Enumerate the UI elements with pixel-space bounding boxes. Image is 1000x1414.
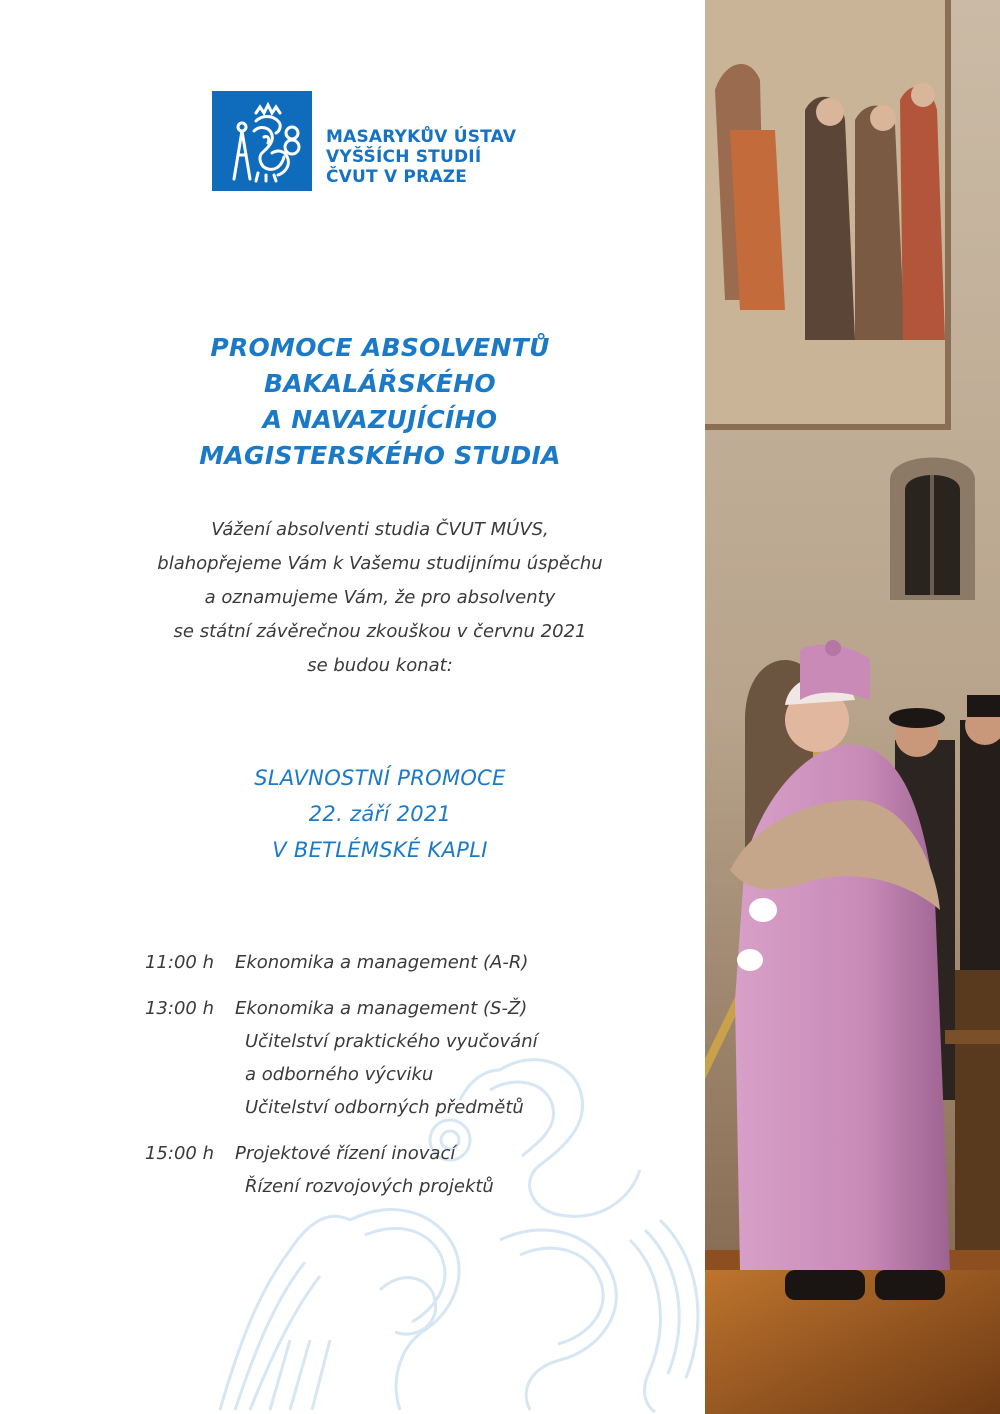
institute-name-line: MASARYKŮV ÚSTAV (326, 127, 517, 147)
institute-logo (212, 91, 516, 191)
intro-text (80, 513, 680, 683)
slot-time: 11:00 h (144, 952, 214, 973)
schedule-slot (130, 992, 610, 1124)
schedule-slot (130, 1137, 610, 1203)
ceremony-schedule (130, 946, 610, 1203)
intro-line: a oznamujeme Vám, že pro absolventy (204, 587, 556, 608)
slot-time: 15:00 h (144, 1143, 214, 1164)
intro-line: Vážení absolventi studia ČVUT MÚVS, (211, 519, 549, 540)
title-line: MAGISTERSKÉHO STUDIA (199, 441, 561, 470)
event-details (110, 760, 650, 868)
slot-time: 13:00 h (144, 998, 214, 1019)
intro-line: se budou konat: (307, 655, 453, 676)
invitation-title (110, 330, 650, 474)
schedule-slot (130, 946, 610, 979)
intro-line: se státní závěrečnou zkouškou v červnu 2021 (173, 621, 587, 642)
slot-program: Učitelství odborných předmětů (245, 1097, 524, 1118)
event-venue: V BETLÉMSKÉ KAPLI (272, 838, 488, 862)
ceremony-photo (705, 0, 1000, 1414)
title-line: A NAVAZUJÍCÍHO (262, 405, 498, 434)
institute-name-line: VYŠŠÍCH STUDIÍ (326, 147, 482, 167)
event-name: SLAVNOSTNÍ PROMOCE (254, 766, 506, 790)
title-line: BAKALÁŘSKÉHO (264, 369, 496, 398)
slot-program: Ekonomika a management (S-Ž) (235, 998, 528, 1019)
slot-program: Učitelství praktického vyučování (245, 1031, 538, 1052)
institute-name (326, 127, 516, 187)
slot-program: Projektové řízení inovací (235, 1143, 456, 1164)
intro-line: blahopřejeme Vám k Vašemu studijnímu úspěchu (157, 553, 603, 574)
cvut-lion-logo-icon (212, 91, 312, 191)
title-line: PROMOCE ABSOLVENTŮ (210, 333, 550, 362)
slot-program: Řízení rozvojových projektů (245, 1176, 494, 1197)
institute-name-line: ČVUT V PRAZE (326, 167, 468, 187)
slot-program: Ekonomika a management (A-R) (235, 952, 529, 973)
slot-program: a odborného výcviku (245, 1064, 434, 1085)
event-date: 22. září 2021 (308, 802, 452, 826)
